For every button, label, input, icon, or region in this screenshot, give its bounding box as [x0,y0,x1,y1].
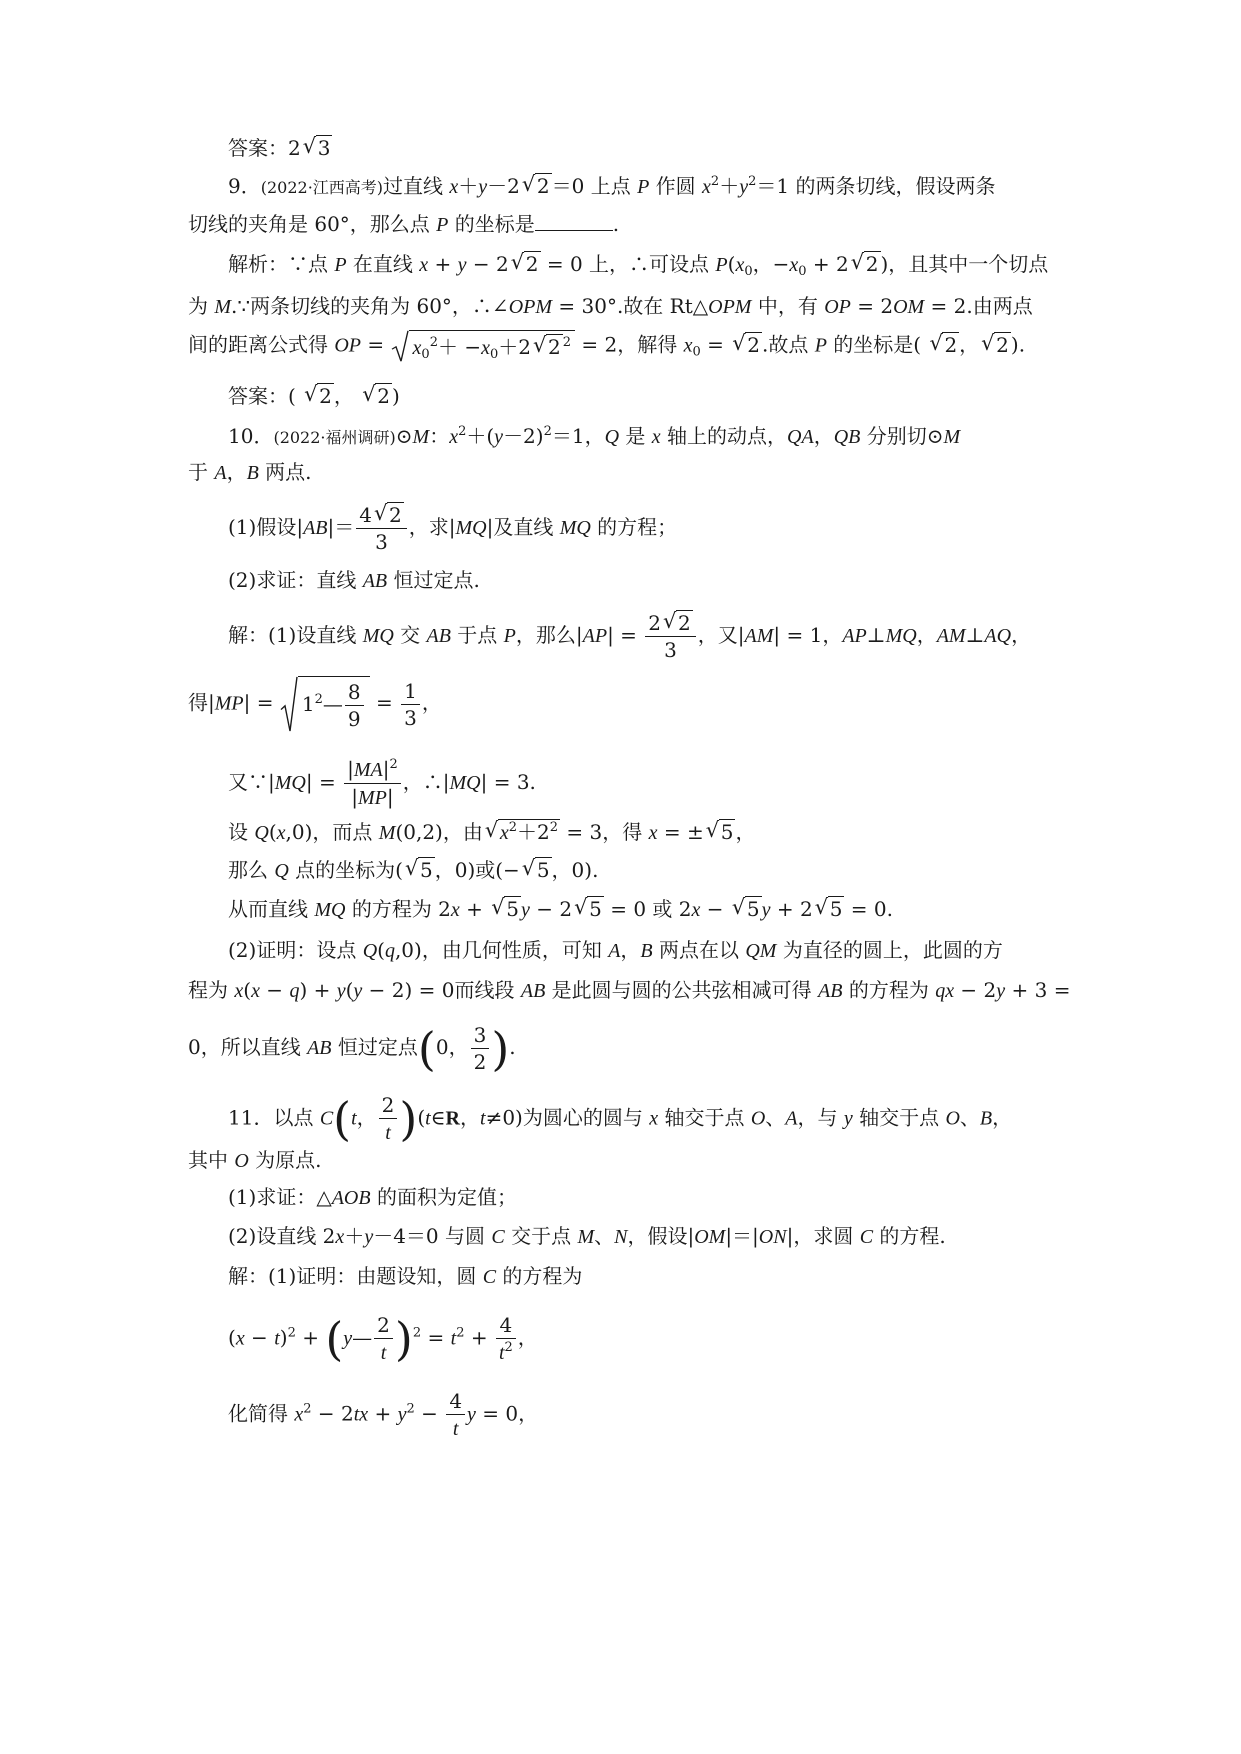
solution-10-line-9: 0，所以直线 AB 恒过定点(0， $\frac{3}{2}$ ). [188,1021,516,1076]
solution-11-line-1: 解：(1)证明：由题设知，圆 C 的方程为 [228,1264,583,1288]
solution-label: 解： [228,623,268,647]
solution-10-line-8: 程为 x(x − q) + y(y − 2) = 0而线段 AB 是此圆与圆的公共弦相减可得 AB 的方程为 qx − 2y + 3 = [188,978,1071,1002]
mp-radical: $1^2—$ $\frac{8}{9}$ [280,676,370,732]
fraction: $\frac{2}{t}$ [379,1092,398,1146]
question-10-line-1: 10．(2022·福州调研)⊙M：$x^2+(y-2)^2=1$，Q 是 x 轴上的动点，QA，QB 分别切⊙M [228,424,961,448]
solution-10-line-3: 又∵|MQ| = $\frac{|MA|^2}{|MP|}$ ，∴|MQ| = 3. [228,757,536,809]
question-10-part-1: (1)假设|AB|＝ $\frac{4√ 2}{3}$ ，求|MQ|及直线 MQ 的方程； [228,502,677,555]
solution-9-line-3: 间的距离公式得 OP = $x_0^2+ -x_0+2√$ 2 $^2$ = 2，解得 $x_0$ = √ 2 .故点 P 的坐标是( √ 2 ，√ 2 ). [188,330,1025,362]
question-11-part-2: (2)设直线 2x＋y－4＝0 与圆 C 交于点 M、N，假设|OM|＝|ON|，求圆 C 的方程. [228,1224,946,1248]
question-number: 10． [228,424,274,448]
solution-10-line-2: 得|MP| = $1^2—$ $\frac{8}{9}$ = $\frac{1}{3}$ ， [188,676,442,732]
answer-label: 答案： [228,384,288,408]
solution-10-line-6: 从而直线 MQ 的方程为 2x + √ 5 y − 2√ 5 = 0 或 2x − √ 5 y + 2√ 5 = 0. [228,895,893,924]
question-10-line-2: 于 A，B 两点. [188,460,312,484]
question-source: (2022·江西高考) [260,178,384,197]
solution-11-line-2: $(x - t)^2$ + (y— $\frac{2}{t}$ )$^2 = t^2$ + $\frac{4}{t^2}$ ， [228,1312,538,1366]
solution-10-line-1: 解：(1)设直线 MQ 交 AB 于点 P，那么|AP| = $\frac{2√ 2}{3}$ ，又|AM| = 1，AP⊥MQ，AM⊥AQ， [228,610,1031,663]
answer-8-line: 答案：2√ 3 [228,134,332,162]
solution-10-line-7: (2)证明：设点 Q(q,0)，由几何性质，可知 A，B 两点在以 QM 为直径的圆上，此圆的方 [228,938,1003,962]
question-10-part-2: (2)求证：直线 AB 恒过定点. [228,568,480,592]
solution-label: 解： [228,1264,268,1288]
distance-radical: $x_0^2+ -x_0+2√$ 2 $^2$ [391,330,576,362]
solution-10-line-5: 那么 Q 点的坐标为(√ 5 ，0)或(−√ 5 ，0). [228,856,598,885]
answer-9-line: 答案：( √ 2 ， √ 2 ) [228,382,400,410]
solution-10-line-4: 设 Q(x,0)，而点 M(0,2)，由√ $x^2+2^2 = 3$，得 x = ±√ 5 ， [228,818,755,847]
question-11-part-1: (1)求证：△AOB 的面积为定值； [228,1185,517,1209]
solution-11-line-3: 化简得 $x^2 - 2tx + y^2$ − $\frac{4}{t}$ y = 0， [228,1389,539,1440]
question-number: 11． [228,1105,274,1130]
fraction: $\frac{4}{t^2}$ [496,1312,516,1366]
solution-9-line-2: 为 M.∵两条切线的夹角为 60°，∴∠OPM = 30°.故在 Rt△OPM 中，有 OP = 2OM = 2.由两点 [188,294,1033,318]
question-number: 9． [228,174,261,198]
fraction: $\frac{3}{2}$ [471,1022,490,1075]
question-11-line-2: 其中 O 为原点. [188,1148,322,1172]
fraction: $\frac{1}{3}$ [401,678,420,731]
fraction: $\frac{2}{t}$ [374,1312,393,1366]
solution-9-line-1: 解析：∵点 P 在直线 x + y − 2√ 2 = 0 上，∴可设点 $P(x_0$，$-x_0 + 2√$ 2 )，且其中一个切点 [228,250,1048,279]
question-source: (2022·福州调研) [273,428,396,447]
answer-blank [535,212,613,231]
question-9-line-1: 9．(2022·江西高考)过直线 x＋y－2√ 2 ＝0 上点 P 作圆 $x^2+y^2=1$ 的两条切线，假设两条 [228,172,995,202]
fraction: $\frac{2√ 2}{3}$ [645,610,695,663]
fraction: $\frac{4√ 2}{3}$ [356,502,406,555]
answer-label: 答案： [228,136,288,160]
question-11-line-1: 11．以点 C(t， $\frac{2}{t}$ )(t∈R，t≠0)为圆心的圆与 x 轴交于点 O、A，与 y 轴交于点 O、B， [228,1092,1013,1146]
solution-label: 解析： [228,252,288,276]
fraction: $\frac{|MA|^2}{|MP|}$ [344,756,401,811]
fraction: $\frac{4}{t}$ [446,1388,465,1442]
question-9-line-2: 切线的夹角是 60°，那么点 P 的坐标是 . [188,212,620,236]
